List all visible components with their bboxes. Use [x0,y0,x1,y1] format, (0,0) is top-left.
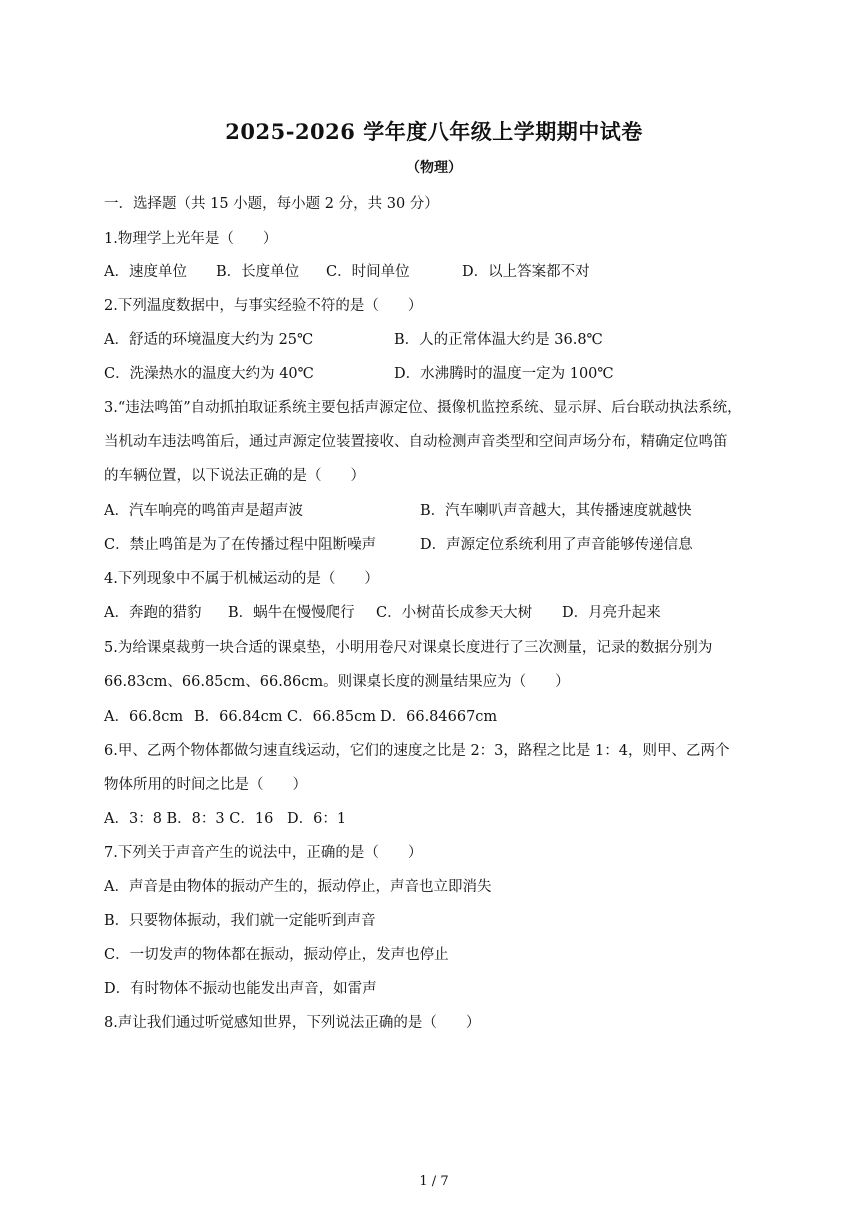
question-3-options-row2 [104,533,804,553]
question-3-stem-line-2: 当机动车违法鸣笛后，通过声源定位装置接收、自动检测声音类型和空间声场分布，精确定位鸣笛 [104,434,728,450]
question-3-options-row1 [104,499,804,519]
question-6-option-d: D．6：1 [287,811,347,827]
question-1-options [104,260,804,280]
question-6-options [104,807,804,827]
question-3-stem-line-3: 的车辆位置，以下说法正确的是（ ） [104,468,365,484]
question-7-option-c: C．一切发声的物体都在振动，振动停止，发声也停止 [104,947,449,963]
question-3-option-a: A．汽车响亮的鸣笛声是超声波 [104,503,303,519]
question-1-option-c: C．时间单位 [326,264,410,280]
question-1-option-d: D．以上答案都不对 [462,264,590,280]
question-4-option-d: D．月亮升起来 [562,605,661,621]
exam-subject: （物理） [406,160,462,176]
exam-title: 2025-2026 学年度八年级上学期期中试卷 [225,119,643,144]
question-3-option-d: D．声源定位系统利用了声音能够传递信息 [420,537,693,553]
question-2-options-row2 [104,362,804,382]
question-5-option-d: D．66.84667cm [380,709,498,725]
question-2-options-row1 [104,328,804,348]
question-4-option-a: A．奔跑的猎豹 [104,605,202,621]
question-4-options [104,601,804,621]
question-7-option-b: B．只要物体振动，我们就一定能听到声音 [104,913,376,929]
question-5-stem-line-2: 66.83cm、66.85cm、66.86cm。则课桌长度的测量结果应为（ ） [104,674,570,690]
question-4-option-c: C．小树苗长成参天大树 [376,605,533,621]
question-5-option-c: C．66.85cm [287,709,376,725]
question-2-option-b: B．人的正常体温大约是 36.8℃ [394,332,603,348]
question-4-option-b: B．蜗牛在慢慢爬行 [228,605,355,621]
question-3-stem-line-1: 3.“违法鸣笛”自动抓拍取证系统主要包括声源定位、摄像机监控系统、显示屏、后台联动执法系统， [104,400,742,416]
question-2-option-d: D．水沸腾时的温度一定为 100℃ [394,366,614,382]
question-3-option-c: C．禁止鸣笛是为了在传播过程中阻断噪声 [104,537,377,553]
question-3-option-b: B．汽车喇叭声音越大，其传播速度就越快 [420,503,692,519]
question-7-stem: 7.下列关于声音产生的说法中，正确的是（ ） [104,845,423,861]
question-8-stem: 8.声让我们通过听觉感知世界，下列说法正确的是（ ） [104,1015,481,1031]
question-7-option-d: D．有时物体不振动也能发出声音，如雷声 [104,981,377,997]
question-6-options-abc: A．3：8 B．8：3 C．16 [104,811,274,827]
question-5-option-a: A．66.8cm [104,709,184,725]
question-5-options [104,705,804,725]
question-4-stem: 4.下列现象中不属于机械运动的是（ ） [104,571,379,587]
question-1-stem: 1.物理学上光年是（ ） [104,231,278,247]
question-7-option-a: A．声音是由物体的振动产生的，振动停止，声音也立即消失 [104,879,492,895]
question-5-option-b: B．66.84cm [194,709,283,725]
question-2-stem: 2.下列温度数据中，与事实经验不符的是（ ） [104,298,423,314]
question-1-option-b: B．长度单位 [216,264,300,280]
question-2-option-c: C．洗澡热水的温度大约为 40℃ [104,366,314,382]
question-5-stem-line-1: 5.为给课桌裁剪一块合适的课桌垫，小明用卷尺对课桌长度进行了三次测量，记录的数据分别为 [104,640,713,656]
question-6-stem-line-2: 物体所用的时间之比是（ ） [104,777,307,793]
page-number: 1 / 7 [419,1174,449,1189]
section-heading: 一．选择题（共 15 小题，每小题 2 分，共 30 分） [104,196,439,212]
question-6-stem-line-1: 6.甲、乙两个物体都做匀速直线运动，它们的速度之比是 2：3，路程之比是 1：4，则甲、乙两个 [104,743,730,759]
question-1-option-a: A．速度单位 [104,264,187,280]
question-2-option-a: A．舒适的环境温度大约为 25℃ [104,332,314,348]
